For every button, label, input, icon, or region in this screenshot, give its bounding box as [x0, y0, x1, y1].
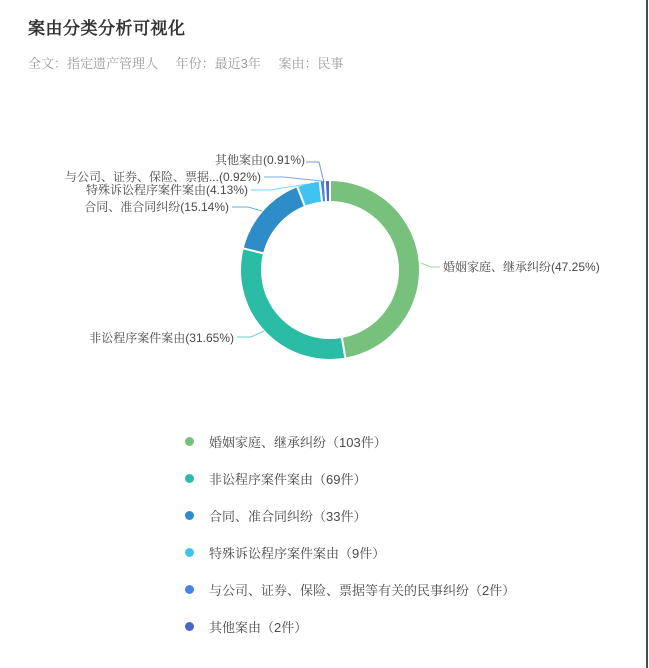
legend-dot	[185, 474, 194, 483]
legend-item-company[interactable]	[185, 571, 515, 608]
callout-label-marriage: 婚姻家庭、继承纠纷(47.25%)	[443, 260, 600, 274]
callout-label-contract: 合同、准合同纠纷(15.14%)	[84, 200, 229, 214]
legend-item-other[interactable]	[185, 608, 515, 645]
legend-item-nonlitigation[interactable]	[185, 460, 515, 497]
callout-label-nonlitigation: 非讼程序案件案由(31.65%)	[89, 331, 234, 345]
filter-year: 年份：最近3年	[175, 56, 261, 71]
donut-slice[interactable]	[240, 248, 345, 360]
page-title: 案由分类分析可视化	[28, 19, 186, 38]
leader-line-contract	[232, 207, 262, 211]
legend	[185, 423, 515, 645]
legend-label: 合同、准合同纠纷（33件）	[209, 509, 367, 524]
legend-item-contract[interactable]	[185, 497, 515, 534]
legend-label: 非讼程序案件案由（69件）	[209, 472, 367, 487]
filter-cause: 案由：民事	[278, 56, 344, 71]
leader-line-company	[264, 177, 322, 181]
callout-label-special: 特殊诉讼程序案件案由(4.13%)	[85, 183, 248, 197]
legend-item-marriage[interactable]	[185, 423, 515, 460]
donut-slice[interactable]	[330, 180, 420, 359]
legend-dot	[185, 437, 194, 446]
leader-line-marriage	[421, 263, 440, 267]
callout-label-company: 与公司、证券、保险、票据...(0.92%)	[64, 170, 261, 184]
donut-slice[interactable]	[325, 180, 330, 202]
legend-dot	[185, 511, 194, 520]
legend-label: 特殊诉讼程序案件案由（9件）	[209, 546, 386, 561]
legend-dot	[185, 548, 194, 557]
legend-label: 其他案由（2件）	[209, 620, 308, 635]
filter-fulltext: 全文：指定遗产管理人	[28, 56, 159, 71]
legend-dot	[185, 622, 194, 631]
leader-line-nonlitigation	[237, 331, 264, 337]
donut-slice[interactable]	[243, 186, 305, 253]
legend-item-special[interactable]	[185, 534, 515, 571]
callout-label-other: 其他案由(0.91%)	[214, 153, 305, 167]
legend-dot	[185, 585, 194, 594]
legend-label: 与公司、证券、保险、票据等有关的民事纠纷（2件）	[209, 583, 516, 598]
legend-label: 婚姻家庭、继承纠纷（103件）	[209, 435, 387, 450]
